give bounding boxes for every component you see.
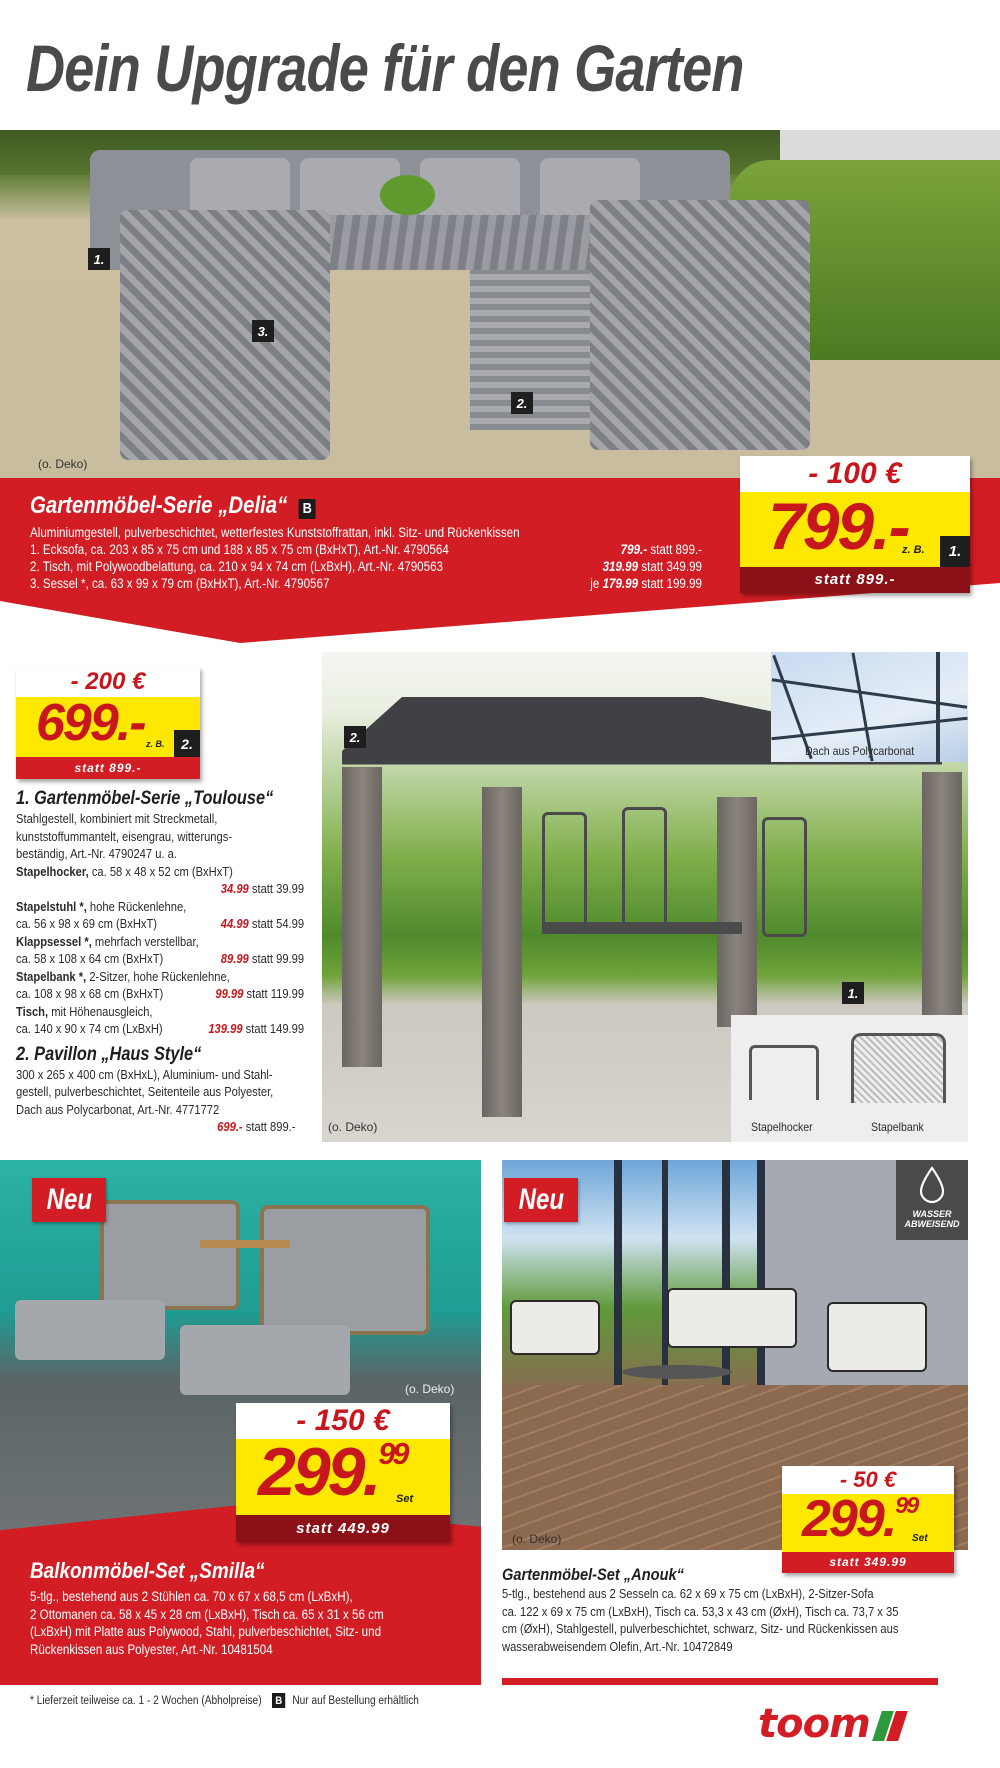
delia-title-text: Gartenmöbel-Serie „Delia“ <box>30 492 288 519</box>
toulouse-item-tisch <box>16 1003 274 1021</box>
sale-price: 34.99 <box>220 881 249 896</box>
anouk-price-badge <box>782 1466 954 1573</box>
logo-house-icon <box>873 1711 905 1741</box>
side-table <box>200 1240 290 1248</box>
original-price: statt 349.99 <box>782 1552 954 1573</box>
item-name: Stapelhocker, <box>16 863 89 879</box>
original-price: statt 899.- <box>16 757 200 779</box>
old-price: statt 349.99 <box>641 559 702 574</box>
price-box <box>236 1434 450 1515</box>
price-row <box>16 1020 304 1038</box>
folding-chair <box>542 812 587 932</box>
sale-price: 799.- <box>768 489 909 563</box>
smilla-title: Balkonmöbel-Set „Smilla“ <box>30 1558 265 1583</box>
unit-label: Set <box>912 1533 928 1544</box>
delia-description-line: Aluminiumgestell, pulverbeschichtet, wetterfestes Kunststoffrattan, inkl. Sitz- und Rückenkissen <box>30 525 520 540</box>
image-tag-1: 1. <box>842 982 864 1004</box>
price-row <box>16 985 304 1003</box>
anouk-title: Gartenmöbel-Set „Anouk“ <box>502 1565 684 1584</box>
description-line: beständig, Art.-Nr. 4790247 u. a. <box>16 846 177 861</box>
unit-label: Set <box>396 1493 414 1505</box>
item-dimensions: ca. 58 x 108 x 64 cm (BxHxT) <box>16 951 164 966</box>
folding-chair <box>622 807 667 927</box>
price-cents: 99 <box>895 1491 918 1518</box>
price-box <box>16 694 200 757</box>
footer-notes <box>30 1693 419 1708</box>
anouk-description <box>502 1585 906 1655</box>
toulouse-title: 1. Gartenmöbel-Serie „Toulouse“ <box>16 788 274 809</box>
pavillon-title: 2. Pavillon „Haus Style“ <box>16 1043 202 1065</box>
old-price: statt 99.99 <box>251 951 305 966</box>
curtain-post <box>482 787 522 1117</box>
armchair <box>260 1205 430 1335</box>
order-note-text: Nur auf Bestellung erhältlich <box>292 1694 419 1707</box>
item-name: Stapelstuhl *, <box>16 898 87 914</box>
roof-strut <box>936 652 940 762</box>
armchair <box>100 1200 240 1310</box>
armchair-left <box>120 210 330 460</box>
ref-tag: 1. <box>940 536 970 567</box>
stool-illustration <box>749 1045 819 1100</box>
price-row <box>16 915 304 933</box>
new-label: Neu <box>46 1183 92 1216</box>
toulouse-item-stapelhocker <box>16 863 274 881</box>
curtain-post <box>717 797 757 1027</box>
item-spec: ca. 58 x 48 x 52 cm (BxHxT) <box>88 863 233 879</box>
toulouse-item-klappsessel <box>16 933 274 951</box>
description-line: Stahlgestell, kombiniert mit Streckmetall, <box>16 811 218 826</box>
delia-price-badge <box>740 456 970 593</box>
item-spec: hohe Rückenlehne, <box>86 898 187 914</box>
window-frame <box>757 1160 765 1385</box>
curtain-post <box>342 767 382 1067</box>
ottoman <box>180 1325 350 1395</box>
smilla-description <box>30 1588 384 1658</box>
delia-price-row-1 <box>573 541 702 558</box>
deko-note: (o. Deko) <box>512 1532 562 1546</box>
delia-title <box>30 492 316 520</box>
armchair-right <box>590 200 810 450</box>
sale-price: 319.99 <box>602 559 639 574</box>
item-spec: mit Höhenausgleich, <box>48 1003 153 1019</box>
pavillon-price-row <box>16 1118 296 1136</box>
price-cents: 99 <box>378 1436 407 1471</box>
zb-label: z. B. <box>146 739 165 749</box>
two-seater-sofa <box>667 1288 797 1348</box>
toom-logo <box>758 1701 905 1747</box>
sale-price <box>258 1433 406 1511</box>
sale-price: 699.- <box>36 694 145 752</box>
sale-price: 44.99 <box>220 916 249 931</box>
toulouse-description <box>16 810 305 1038</box>
delia-price-row-3 <box>573 575 702 592</box>
order-note <box>272 1693 419 1708</box>
armchair <box>827 1302 927 1372</box>
description-line: 5-tlg., bestehend aus 2 Stühlen ca. 70 x 67 x 68,5 cm (LxBxH), <box>30 1589 353 1604</box>
anouk-details <box>502 1565 972 1655</box>
price-box <box>740 489 970 567</box>
discount-amount: - 100 € <box>740 456 970 492</box>
description-line: 2 Ottomanen ca. 58 x 45 x 28 cm (LxBxH), Tisch ca. 65 x 31 x 56 cm <box>30 1606 384 1622</box>
description-line: Rückenkissen aus Polyester, Art.-Nr. 10481504 <box>30 1641 273 1657</box>
armchair <box>510 1300 600 1355</box>
item-dimensions: ca. 108 x 98 x 68 cm (BxHxT) <box>16 986 164 1001</box>
discount-amount: - 150 € <box>236 1403 450 1439</box>
feature-line: ABWEISEND <box>904 1219 960 1229</box>
table-plant <box>380 175 435 215</box>
item-spec: 2-Sitzer, hohe Rückenlehne, <box>86 968 230 984</box>
sale-price: 89.99 <box>220 951 249 966</box>
folding-chair <box>762 817 807 937</box>
description-line: 5-tlg., bestehend aus 2 Sesseln ca. 62 x 69 x 75 cm (LxBxH), 2-Sitzer-Sofa <box>502 1586 874 1601</box>
discount-amount: - 50 € <box>782 1466 954 1494</box>
smilla-info-band <box>0 1540 481 1685</box>
sale-price: 699.- <box>217 1119 243 1134</box>
order-only-badge: B <box>272 1693 285 1708</box>
price-row <box>16 880 304 898</box>
image-tag-3: 3. <box>252 320 274 342</box>
price-euros: 299. <box>258 1434 379 1510</box>
old-price: statt 39.99 <box>251 881 305 896</box>
window-frame <box>614 1160 622 1385</box>
inset-item-stapelbank: Stapelbank <box>871 1120 924 1134</box>
delia-item-2: 2. Tisch, mit Polywoodbelattung, ca. 210 x 94 x 74 cm (LxBxH), Art.-Nr. 4790563 <box>30 559 444 574</box>
price-prefix: je <box>590 576 603 591</box>
smilla-price-badge <box>236 1403 450 1542</box>
order-only-badge: B <box>299 499 316 519</box>
inset-item-stapelhocker: Stapelhocker <box>751 1120 813 1134</box>
water-drop-icon <box>917 1166 947 1204</box>
new-label: Neu <box>518 1183 564 1216</box>
price-box <box>782 1490 954 1552</box>
old-price: statt 899.- <box>650 542 702 557</box>
sale-price: 99.99 <box>215 986 244 1001</box>
deko-note: (o. Deko) <box>328 1120 378 1134</box>
inset-roof-label: Dach aus Polycarbonat <box>805 744 915 758</box>
window-frame <box>662 1160 668 1385</box>
old-price: statt 149.99 <box>245 1021 305 1036</box>
coffee-table <box>622 1365 732 1379</box>
new-badge <box>32 1178 106 1222</box>
ref-tag: 2. <box>174 730 200 757</box>
bench-illustration <box>851 1033 946 1103</box>
deko-note: (o. Deko) <box>38 457 88 471</box>
polycarbonate-roof-inset <box>771 652 968 762</box>
toulouse-price-badge <box>16 667 200 779</box>
image-tag-1: 1. <box>88 248 110 270</box>
sale-price <box>802 1489 917 1549</box>
stacking-furniture-inset <box>731 1015 968 1142</box>
discount-amount: - 200 € <box>16 667 200 697</box>
description-line: wasserabweisendem Olefin, Art.-Nr. 10472849 <box>502 1638 733 1654</box>
sale-price: 179.99 <box>602 576 639 591</box>
item-name: Stapelbank *, <box>16 968 87 984</box>
window-frame <box>722 1160 730 1385</box>
description-line: Dach aus Polycarbonat, Art.-Nr. 4771772 <box>16 1101 220 1117</box>
divider-line <box>502 1678 938 1685</box>
item-dimensions: ca. 56 x 98 x 69 cm (BxHxT) <box>16 916 158 931</box>
item-name: Tisch, <box>16 1003 49 1019</box>
price-row <box>16 950 304 968</box>
feature-line: WASSER <box>912 1209 952 1219</box>
old-price: statt 54.99 <box>251 916 305 931</box>
description-line: kunststoffummantelt, eisengrau, witterungs- <box>16 828 233 844</box>
description-line: gestell, pulverbeschichtet, Seitenteile aus Polyester, <box>16 1084 274 1099</box>
zb-label: z. B. <box>902 544 925 556</box>
sale-price: 799.- <box>620 542 648 557</box>
logo-wordmark: toom <box>758 1701 870 1747</box>
delia-item-3: 3. Sessel *, ca. 63 x 99 x 79 cm (BxHxT), Art.-Nr. 4790567 <box>30 576 330 591</box>
delia-description <box>30 524 520 592</box>
deko-note: (o. Deko) <box>405 1382 455 1396</box>
image-tag-2: 2. <box>511 392 533 414</box>
old-price: statt 199.99 <box>641 576 702 591</box>
old-price: statt 119.99 <box>246 986 305 1001</box>
item-dimensions: ca. 140 x 90 x 74 cm (LxBxH) <box>16 1021 163 1036</box>
toulouse-item-stapelbank <box>16 968 274 986</box>
toulouse-item-stapelstuhl <box>16 898 274 916</box>
ottoman <box>15 1300 165 1360</box>
delia-price-row-2 <box>573 558 702 575</box>
item-name: Klappsessel *, <box>16 933 92 949</box>
delivery-note: * Lieferzeit teilweise ca. 1 - 2 Wochen (Abholpreise) <box>30 1694 262 1707</box>
item-spec: mehrfach verstellbar, <box>91 933 199 949</box>
description-line: 300 x 265 x 400 cm (BxHxL), Aluminium- und Stahl- <box>16 1066 273 1082</box>
description-line: (LxBxH) mit Platte aus Polywood, Stahl, pulverbeschichtet, Sitz- und <box>30 1624 382 1639</box>
original-price: statt 899.- <box>740 567 970 593</box>
delia-item-1: 1. Ecksofa, ca. 203 x 85 x 75 cm und 188 x 85 x 75 cm (BxHxT), Art.-Nr. 4790564 <box>30 542 449 557</box>
new-badge <box>504 1178 578 1222</box>
page-headline: Dein Upgrade für den Garten <box>26 31 744 105</box>
description-line: cm (ØxH), Stahlgestell, pulverbeschichtet, schwarz, Sitz- und Rückenkissen aus <box>502 1621 899 1636</box>
image-tag-2: 2. <box>344 726 366 748</box>
description-line: ca. 122 x 69 x 75 cm (LxBxH), Tisch ca. 53,3 x 43 cm (ØxH), Tisch ca. 73,7 x 35 <box>502 1603 899 1619</box>
water-repellent-badge <box>896 1160 968 1240</box>
price-euros: 299. <box>802 1490 896 1548</box>
old-price: statt 899.- <box>245 1119 296 1134</box>
pavillon-description <box>16 1066 296 1136</box>
sale-price: 139.99 <box>208 1021 243 1036</box>
delia-product-image <box>0 130 1000 480</box>
delia-item-prices <box>573 541 702 592</box>
original-price: statt 449.99 <box>236 1515 450 1542</box>
toulouse-details <box>16 788 316 1136</box>
